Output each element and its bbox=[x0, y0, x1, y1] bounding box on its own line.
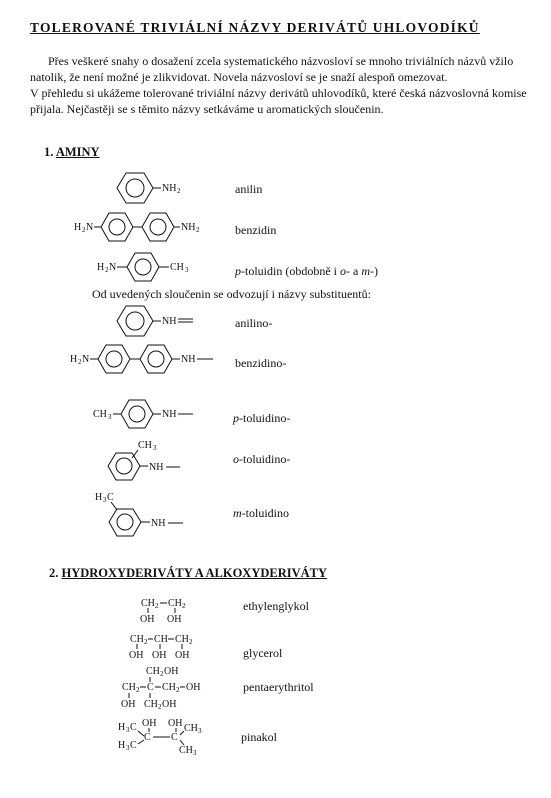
svg-text:NH: NH bbox=[162, 409, 177, 420]
svg-text:C: C bbox=[147, 682, 154, 693]
intro-text bbox=[30, 53, 530, 117]
svg-text:OH: OH bbox=[175, 650, 190, 661]
svg-text:OH: OH bbox=[168, 718, 183, 729]
svg-text:OH: OH bbox=[121, 699, 136, 710]
substituent-note: Od uvedených sloučenin se odvozují i názvy substituentů: bbox=[92, 287, 371, 301]
svg-text:3: 3 bbox=[126, 726, 130, 734]
svg-text:H: H bbox=[95, 492, 103, 503]
name-m-toluidino: m-toluidino bbox=[233, 506, 290, 520]
svg-text:OH: OH bbox=[140, 614, 155, 625]
svg-text:C: C bbox=[144, 732, 151, 743]
svg-text:NH: NH bbox=[181, 354, 196, 365]
svg-text:2: 2 bbox=[105, 266, 109, 274]
svg-text:CH: CH bbox=[154, 634, 168, 645]
svg-text:2: 2 bbox=[182, 602, 186, 610]
svg-text:3: 3 bbox=[103, 496, 107, 504]
svg-text:2: 2 bbox=[136, 686, 140, 694]
pentaerythritol-structure bbox=[120, 664, 220, 712]
svg-text:OH: OH bbox=[129, 650, 144, 661]
name-pentaerythritol: pentaerythritol bbox=[243, 680, 314, 694]
svg-text:C: C bbox=[130, 740, 137, 751]
page-title: TOLEROVANÉ TRIVIÁLNÍ NÁZVY DERIVÁTŮ UHLOVODÍKŮ bbox=[30, 20, 480, 35]
svg-text:2: 2 bbox=[78, 358, 82, 366]
m-toluidino-structure bbox=[95, 488, 205, 540]
svg-text:NH: NH bbox=[162, 183, 177, 194]
name-pinakol: pinakol bbox=[241, 730, 277, 744]
svg-text:CH: CH bbox=[138, 440, 152, 451]
svg-text:CH: CH bbox=[93, 409, 107, 420]
svg-text:CH: CH bbox=[122, 682, 136, 693]
svg-text:H: H bbox=[118, 740, 126, 751]
svg-text:CH: CH bbox=[141, 598, 155, 609]
benzidin-structure bbox=[74, 210, 224, 244]
name-anilino: anilino- bbox=[235, 316, 273, 330]
p-toluidino-structure bbox=[93, 397, 208, 431]
svg-text:C: C bbox=[130, 722, 137, 733]
name-o-toluidino: o-toluidino- bbox=[233, 452, 291, 466]
name-anilin: anilin bbox=[235, 182, 263, 196]
svg-text:NH: NH bbox=[149, 462, 164, 473]
svg-text:CH: CH bbox=[144, 699, 158, 710]
name-p-toluidino: p-toluidino- bbox=[233, 411, 291, 425]
svg-text:2: 2 bbox=[82, 226, 86, 234]
anilin-structure bbox=[105, 170, 195, 206]
benzidino-structure bbox=[70, 342, 230, 376]
anilino-structure bbox=[105, 303, 210, 339]
section-heading-hydroxy: 2. HYDROXYDERIVÁTY A ALKOXYDERIVÁTY bbox=[49, 566, 328, 580]
name-benzidin: benzidin bbox=[235, 223, 277, 237]
name-ethylenglykol: ethylenglykol bbox=[243, 599, 309, 613]
svg-text:N: N bbox=[82, 354, 90, 365]
svg-text:OH: OH bbox=[152, 650, 167, 661]
svg-text:CH: CH bbox=[168, 598, 182, 609]
svg-text:3: 3 bbox=[153, 444, 157, 452]
svg-text:NH: NH bbox=[151, 518, 166, 529]
svg-text:H: H bbox=[118, 722, 126, 733]
svg-text:OH: OH bbox=[186, 682, 201, 693]
svg-text:2: 2 bbox=[144, 638, 148, 646]
svg-text:3: 3 bbox=[108, 413, 112, 421]
svg-text:CH: CH bbox=[175, 634, 189, 645]
svg-text:2: 2 bbox=[158, 703, 162, 711]
intro-paragraph-2: V přehledu si ukážeme tolerované triviální názvy derivátů uhlovodíků, které česká názvoslovná komise přijala. Nejčastěji se s těmito názvy setkáváme u aromatických sloučenin. bbox=[30, 86, 527, 116]
svg-text:2: 2 bbox=[155, 602, 159, 610]
section-heading-amines: 1. AMINY bbox=[44, 145, 100, 159]
svg-text:OH: OH bbox=[167, 614, 182, 625]
svg-text:N: N bbox=[86, 222, 94, 233]
svg-text:CH: CH bbox=[130, 634, 144, 645]
svg-text:C: C bbox=[171, 732, 178, 743]
svg-text:H: H bbox=[70, 354, 78, 365]
p-toluidin-structure bbox=[97, 250, 207, 284]
svg-text:NH: NH bbox=[162, 316, 177, 327]
svg-text:3: 3 bbox=[193, 749, 197, 756]
svg-text:H: H bbox=[74, 222, 82, 233]
svg-text:CH: CH bbox=[179, 745, 193, 756]
name-benzidino: benzidino- bbox=[235, 356, 287, 370]
svg-text:2: 2 bbox=[160, 670, 164, 678]
svg-text:H: H bbox=[97, 262, 105, 273]
name-p-toluidin: p-toluidin (obdobně i o- a m-) bbox=[235, 264, 378, 278]
svg-text:2: 2 bbox=[189, 638, 193, 646]
svg-text:C: C bbox=[107, 492, 114, 503]
svg-text:2: 2 bbox=[176, 686, 180, 694]
glycerol-structure bbox=[128, 630, 208, 662]
svg-text:OH: OH bbox=[162, 699, 177, 710]
svg-text:CH: CH bbox=[170, 262, 184, 273]
svg-text:3: 3 bbox=[185, 266, 189, 274]
svg-text:3: 3 bbox=[198, 727, 202, 735]
svg-text:CH: CH bbox=[146, 666, 160, 677]
svg-text:OH: OH bbox=[142, 718, 157, 729]
intro-paragraph-1: Přes veškeré snahy o dosažení zcela systematického názvosloví se mnoho triviálních názvů vžilo natolik, že není možné je zlikvidovat. Novela názvosloví se je snaží alespoň omezovat. bbox=[30, 54, 514, 84]
svg-text:2: 2 bbox=[196, 226, 200, 234]
name-glycerol: glycerol bbox=[243, 646, 283, 660]
ethylenglykol-structure bbox=[138, 594, 208, 626]
svg-text:N: N bbox=[109, 262, 117, 273]
svg-text:OH: OH bbox=[164, 666, 179, 677]
svg-text:3: 3 bbox=[126, 744, 130, 752]
svg-text:CH: CH bbox=[162, 682, 176, 693]
pinakol-structure bbox=[116, 716, 216, 756]
svg-text:CH: CH bbox=[184, 723, 198, 734]
o-toluidino-structure bbox=[100, 436, 200, 486]
svg-text:NH: NH bbox=[181, 222, 196, 233]
svg-text:2: 2 bbox=[177, 187, 181, 195]
